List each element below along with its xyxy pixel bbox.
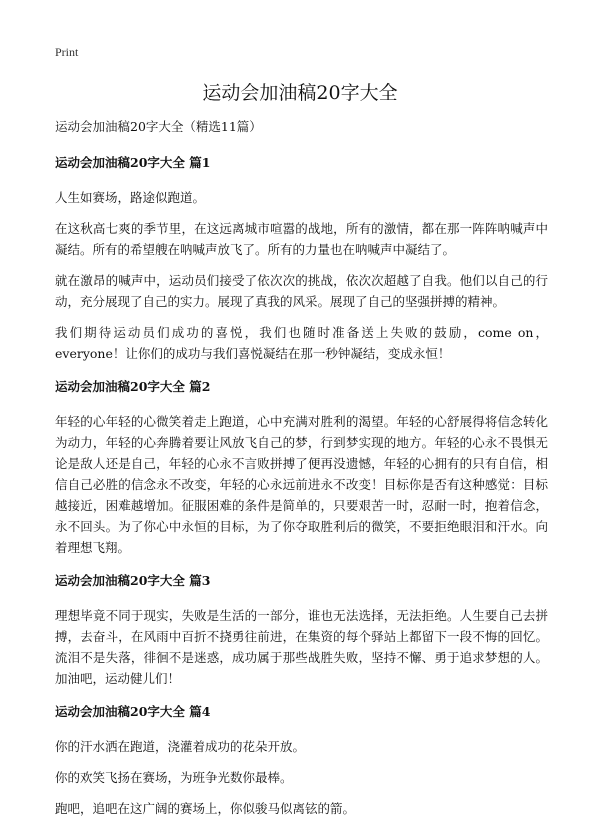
section-3: [55, 570, 548, 689]
section-heading: 运动会加油稿20字大全 篇4: [55, 704, 211, 719]
section-1: [55, 152, 548, 364]
section-heading: 运动会加油稿20字大全 篇2: [55, 379, 211, 394]
page-title: 运动会加油稿20字大全: [202, 82, 398, 104]
paragraph: 跑吧，追吧在这广阔的赛场上，你似骏马似离铉的箭。: [55, 801, 356, 816]
print-link[interactable]: Print: [55, 45, 79, 59]
paragraph: 在这秋高七爽的季节里，在这远离城市喧嚣的战地，所有的激情，都在那一阵阵呐喊声中凝结。所有的希望艘在呐喊声放飞了。所有的力量也在呐喊声中凝结了。: [55, 221, 548, 257]
paragraph: 理想毕竟不同于现实，失败是生活的一部分，谁也无法选择，无法拒绝。人生要自己去拼搏，去奋斗，在风雨中百折不挠勇往前进，在集资的每个驿站上都留下一段不悔的回忆。流泪不是失落，徘徊不是迷惑，成功属于那些战胜失败，坚持不懈、勇于追求梦想的人。加油吧，运动健儿们！: [55, 608, 548, 686]
paragraph: 人生如赛场，路途似跑道。: [55, 190, 206, 205]
paragraph: 就在激昂的喊声中，运动员们接受了依次次的挑战，依次次超越了自我。他们以自己的行动，充分展现了自己的实力。展现了真我的风采。展现了自己的坚强拼搏的精神。: [55, 273, 548, 309]
section-2: [55, 376, 548, 558]
paragraph: 我们期待运动员们成功的喜悦，我们也随时准备送上失败的鼓励，come on，everyone！让你们的成功与我们喜悦凝结在那一秒钟凝结，变成永恒！: [55, 325, 548, 361]
section-heading: 运动会加油稿20字大全 篇1: [55, 155, 211, 170]
document-body: [55, 116, 548, 829]
section-heading: 运动会加油稿20字大全 篇3: [55, 573, 211, 588]
document-subtitle: 运动会加油稿20字大全（精选11篇）: [55, 119, 262, 134]
section-4: [55, 701, 548, 819]
paragraph: 你的欢笑飞扬在赛场，为班争光数你最棒。: [55, 770, 293, 785]
paragraph: 你的汗水洒在跑道，浇灌着成功的花朵开放。: [55, 739, 306, 754]
paragraph: 年轻的心年轻的心微笑着走上跑道，心中充满对胜利的渴望。年轻的心舒展得将信念转化为动力，年轻的心奔腾着要让风放飞自己的梦，行到梦实现的地方。年轻的心永不畏惧无论是敌人还是自己，年轻的心永不言败拼搏了便再没遗憾，年轻的心拥有的只有自信，相信自己必胜的信念永不改变，年轻的心永远前进永不改变！目标你是否有这种感觉：目标越接近，困难越增加。征服困难的条件是简单的，只要艰苦一时，忍耐一时，抱着信念，永不回头。为了你心中永恒的目标，为了你夺取胜利后的微笑，不要拒绝眼泪和汗水。向着理想飞翔。: [55, 414, 548, 555]
